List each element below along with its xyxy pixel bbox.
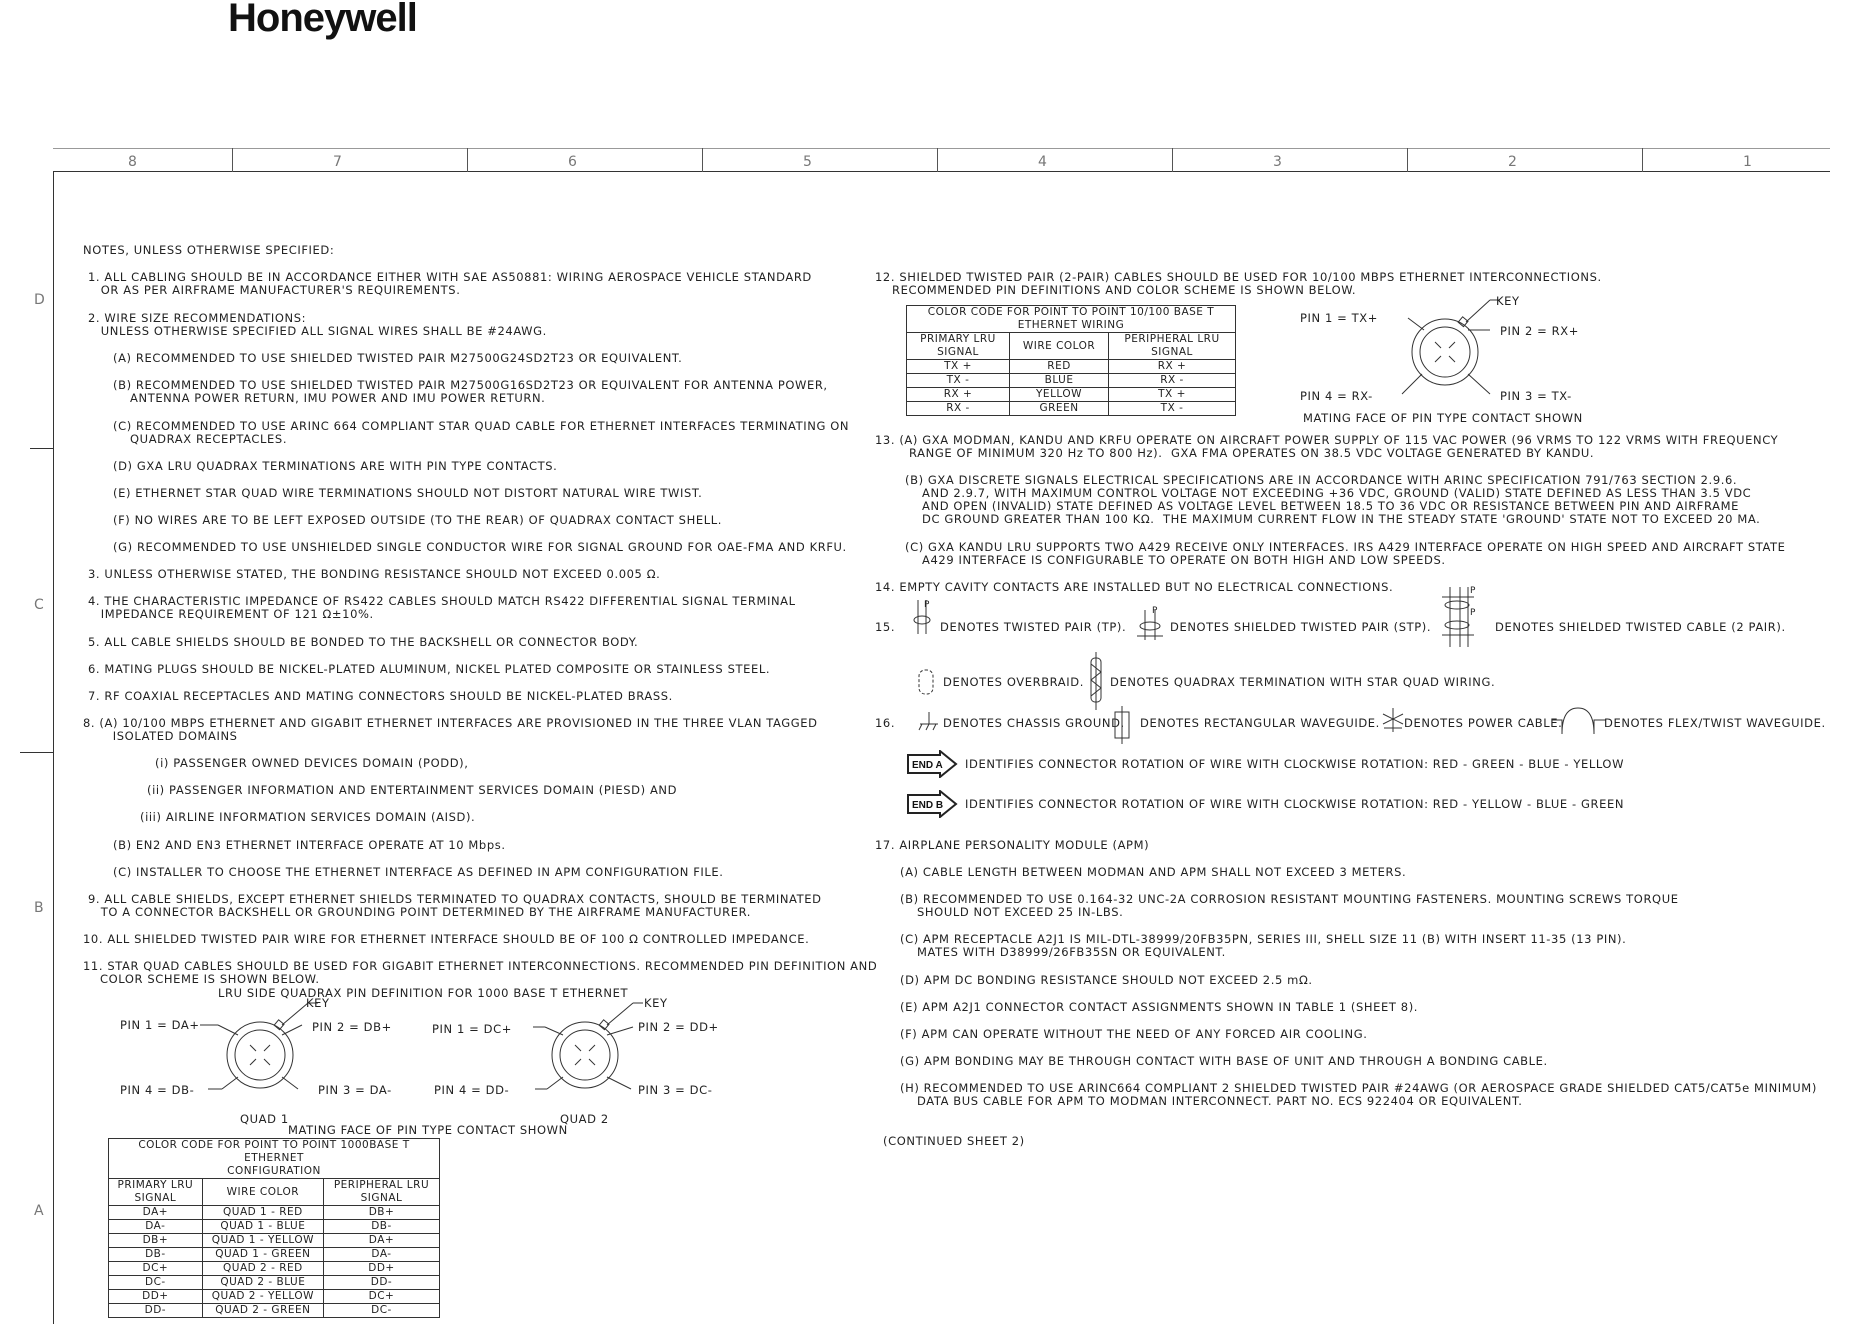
table-cell: RX + (907, 388, 1010, 402)
note-17-line: (B) RECOMMENDED TO USE 0.164-32 UNC-2A CORROSION RESISTANT MOUNTING FASTENERS. MOUNTING SCREWS TORQUE (900, 892, 1679, 906)
table-row (109, 1248, 440, 1262)
table-cell: DD- (109, 1304, 203, 1318)
ethernet-pin3: PIN 3 = TX- (1500, 389, 1572, 403)
twisted-pair-label: P (924, 600, 931, 610)
note-line: ANTENNA POWER RETURN, IMU POWER AND IMU POWER RETURN. (113, 391, 546, 405)
table-cell: DA+ (109, 1206, 203, 1220)
table-cell: QUAD 2 - BLUE (202, 1276, 323, 1290)
note-line: 13. (A) GXA MODMAN, KANDU AND KRFU OPERATE ON AIRCRAFT POWER SUPPLY OF 115 VAC POWER (96 VRMS TO 122 VRMS WITH FREQUENCY (875, 433, 1779, 447)
note-line: (G) RECOMMENDED TO USE UNSHIELDED SINGLE CONDUCTOR WIRE FOR SIGNAL GROUND FOR OAE-FMA AND KRFU. (113, 540, 847, 554)
zone-number: 2 (1508, 154, 1517, 170)
end-b-tag: END B (912, 800, 944, 811)
continued-note: (CONTINUED SHEET 2) (883, 1134, 1025, 1148)
zone-tick (937, 148, 938, 172)
ethernet-10-100-color-code-table (906, 305, 1236, 416)
note-line: (ii) PASSENGER INFORMATION AND ENTERTAINMENT SERVICES DOMAIN (PIESD) AND (147, 783, 678, 797)
rectangular-waveguide-icon (1112, 704, 1132, 746)
frame-left-border (53, 171, 54, 1324)
note-17-line: 17. AIRPLANE PERSONALITY MODULE (APM) (875, 838, 1150, 852)
quad1-pin4: PIN 4 = DB- (120, 1083, 195, 1097)
stc-label-p2: P (1470, 608, 1477, 618)
table-header (109, 1179, 203, 1206)
shielded-twisted-pair-symbol (1135, 608, 1167, 642)
table-cell: GREEN (1010, 402, 1109, 416)
table-title-line: ETHERNET WIRING (1017, 319, 1125, 331)
table-header: WIRE COLOR (1010, 333, 1109, 360)
note-line: 6. MATING PLUGS SHOULD BE NICKEL-PLATED ALUMINUM, NICKEL PLATED COMPOSITE OR STAINLESS STEEL. (88, 662, 771, 676)
table-cell: QUAD 2 - GREEN (202, 1304, 323, 1318)
table-title-line: COLOR CODE FOR POINT TO POINT 10/100 BASE T (927, 306, 1215, 318)
chassis-ground-icon (918, 710, 940, 734)
row-letter: D (34, 292, 45, 308)
note-line: A429 INTERFACE IS CONFIGURABLE TO OPERATE ON BOTH HIGH AND LOW SPEEDS. (905, 553, 1446, 567)
table-row (109, 1304, 440, 1318)
table-cell: DB- (324, 1220, 440, 1234)
header-line: PRIMARY LRU (920, 333, 996, 345)
note-line: (B) GXA DISCRETE SIGNALS ELECTRICAL SPECIFICATIONS ARE IN ACCORDANCE WITH ARINC SPECIFICATION 791/763 SECTION 2.9.6. (905, 473, 1738, 487)
table-row (109, 1262, 440, 1276)
rectangular-waveguide-desc: DENOTES RECTANGULAR WAVEGUIDE. (1140, 716, 1380, 730)
table-cell: YELLOW (1010, 388, 1109, 402)
note-line: ISOLATED DOMAINS (83, 729, 238, 743)
mating-face-caption: MATING FACE OF PIN TYPE CONTACT SHOWN (288, 1123, 568, 1137)
note-line: 7. RF COAXIAL RECEPTACLES AND MATING CONNECTORS SHOULD BE NICKEL-PLATED BRASS. (88, 689, 673, 703)
note-17-line: (D) APM DC BONDING RESISTANCE SHOULD NOT EXCEED 2.5 mΩ. (900, 973, 1313, 987)
table-cell: DD+ (109, 1290, 203, 1304)
power-cable-icon (1380, 706, 1406, 734)
note-line: TO A CONNECTOR BACKSHELL OR GROUNDING POINT DETERMINED BY THE AIRFRAME MANUFACTURER. (88, 905, 752, 919)
notes-header: NOTES, UNLESS OTHERWISE SPECIFIED: (83, 243, 335, 257)
note-line: 4. THE CHARACTERISTIC IMPEDANCE OF RS422 CABLES SHOULD MATCH RS422 DIFFERENTIAL SIGNAL TERMINAL (88, 594, 796, 608)
note-17-line: (E) APM A2J1 CONNECTOR CONTACT ASSIGNMENTS SHOWN IN TABLE 1 (SHEET 8). (900, 1000, 1419, 1014)
note-line: (C) INSTALLER TO CHOOSE THE ETHERNET INTERFACE AS DEFINED IN APM CONFIGURATION FILE. (113, 865, 724, 879)
table-row (907, 374, 1236, 388)
end-a-arrow-icon (906, 750, 958, 778)
table-cell: DC+ (109, 1262, 203, 1276)
note-line: 9. ALL CABLE SHIELDS, EXCEPT ETHERNET SHIELDS TERMINATED TO QUADRAX CONTACTS, SHOULD BE TERMINATED (88, 892, 822, 906)
note-17-line: DATA BUS CABLE FOR APM TO MODMAN INTERCONNECT. PART NO. ECS 922404 OR EQUIVALENT. (900, 1094, 1523, 1108)
row-letter: B (34, 900, 44, 916)
frame-row-mark (30, 448, 53, 449)
note-line: QUADRAX RECEPTACLES. (113, 432, 288, 446)
quadrax-desc: DENOTES QUADRAX TERMINATION WITH STAR QUAD WIRING. (1110, 675, 1496, 689)
ethernet-pin1: PIN 1 = TX+ (1300, 311, 1378, 325)
table-cell: DB+ (324, 1206, 440, 1220)
header-line: PERIPHERAL LRU (1124, 333, 1220, 345)
note-16-number: 16. (875, 716, 896, 730)
note-line: (C) RECOMMENDED TO USE ARINC 664 COMPLIANT STAR QUAD CABLE FOR ETHERNET INTERFACES TERMINATING ON (113, 419, 850, 433)
zone-tick (1172, 148, 1173, 172)
note-line: 11. STAR QUAD CABLES SHOULD BE USED FOR GIGABIT ETHERNET INTERCONNECTIONS. RECOMMENDED PIN DEFINITION AND (83, 959, 878, 973)
zone-number: 6 (568, 154, 577, 170)
quad-pin-title: LRU SIDE QUADRAX PIN DEFINITION FOR 1000 BASE T ETHERNET (218, 986, 629, 1000)
table-cell: DD- (324, 1276, 440, 1290)
frame-zone-line (53, 148, 1830, 149)
note-line: DC GROUND GREATER THAN 100 KΩ. THE MAXIMUM CURRENT FLOW IN THE STEADY STATE 'GROUND' STATE NOT TO EXCEED 20 MA. (905, 512, 1761, 526)
note-line: COLOR SCHEME IS SHOWN BELOW. (83, 972, 320, 986)
table-cell: RX - (907, 402, 1010, 416)
table-row (907, 402, 1236, 416)
quad1-pin1: PIN 1 = DA+ (120, 1018, 200, 1032)
zone-number: 1 (1743, 154, 1752, 170)
table-row (109, 1206, 440, 1220)
zone-number: 3 (1273, 154, 1282, 170)
table-title (109, 1139, 440, 1179)
table-cell: DA- (109, 1220, 203, 1234)
zone-number: 8 (128, 154, 137, 170)
zone-number: 5 (803, 154, 812, 170)
quad1-key-label: KEY (306, 996, 330, 1010)
note-line: 8. (A) 10/100 MBPS ETHERNET AND GIGABIT ETHERNET INTERFACES ARE PROVISIONED IN THE THREE VLAN TAGGED (83, 716, 818, 730)
company-logo: Honeywell (228, 0, 417, 40)
zone-tick (1407, 148, 1408, 172)
note-line: (C) GXA KANDU LRU SUPPORTS TWO A429 RECEIVE ONLY INTERFACES. IRS A429 INTERFACE OPERATE ON HIGH SPEED AND AIRCRAFT STATE (905, 540, 1786, 554)
table-header (324, 1179, 440, 1206)
table-row (907, 360, 1236, 374)
zone-number: 7 (333, 154, 342, 170)
header-line: SIGNAL (937, 346, 979, 358)
quad2-pin3: PIN 3 = DC- (638, 1083, 713, 1097)
note-17-line: MATES WITH D38999/26FB35SN OR EQUIVALENT. (900, 945, 1226, 959)
table-cell: TX + (1109, 388, 1236, 402)
table-cell: DC- (324, 1304, 440, 1318)
zone-tick (1642, 148, 1643, 172)
note-17-line: (H) RECOMMENDED TO USE ARINC664 COMPLIANT 2 SHIELDED TWISTED PAIR #24AWG (OR AEROSPACE GRADE SHIELDED CAT5/CAT5e MINIMUM) (900, 1081, 1817, 1095)
note-line: AND OPEN (INVALID) STATE DEFINED AS VOLTAGE LEVEL BETWEEN 18.5 TO 36 VDC OR RESISTANCE BETWEEN PIN AND AIRFRAME (905, 499, 1739, 513)
quad1-label: QUAD 1 (240, 1112, 289, 1126)
end-b-desc: IDENTIFIES CONNECTOR ROTATION OF WIRE WITH CLOCKWISE ROTATION: RED - YELLOW - BLUE - GREEN (965, 797, 1625, 811)
note-12-line: 12. SHIELDED TWISTED PAIR (2-PAIR) CABLES SHOULD BE USED FOR 10/100 MBPS ETHERNET INTERCONNECTIONS. (875, 270, 1602, 284)
table-title-line: COLOR CODE FOR POINT TO POINT 1000BASE T ETHERNET (138, 1139, 410, 1164)
note-15-number: 15. (875, 620, 896, 634)
zone-number: 4 (1038, 154, 1047, 170)
note-line: (B) EN2 AND EN3 ETHERNET INTERFACE OPERATE AT 10 Mbps. (113, 838, 506, 852)
stc-label-p1: P (1470, 586, 1477, 596)
note-17-line: SHOULD NOT EXCEED 25 IN-LBS. (900, 905, 1124, 919)
table-cell: TX - (907, 374, 1010, 388)
table-cell: TX + (907, 360, 1010, 374)
note-line: 3. UNLESS OTHERWISE STATED, THE BONDING RESISTANCE SHOULD NOT EXCEED 0.005 Ω. (88, 567, 661, 581)
zone-tick (232, 148, 233, 172)
note-17-line: (C) APM RECEPTACLE A2J1 IS MIL-DTL-38999/20FB35PN, SERIES III, SHELL SIZE 11 (B) WITH INSERT 11-35 (13 PIN). (900, 932, 1627, 946)
table-title (907, 306, 1236, 333)
row-letter: A (34, 1203, 44, 1219)
flex-waveguide-desc: DENOTES FLEX/TWIST WAVEGUIDE. (1604, 716, 1826, 730)
table-cell: RED (1010, 360, 1109, 374)
row-letter: C (34, 597, 44, 613)
table-cell: QUAD 1 - GREEN (202, 1248, 323, 1262)
table-row (109, 1234, 440, 1248)
table-cell: DB+ (109, 1234, 203, 1248)
quad1-pin3: PIN 3 = DA- (318, 1083, 392, 1097)
table-row (907, 388, 1236, 402)
ethernet-pin2: PIN 2 = RX+ (1500, 324, 1579, 338)
chassis-ground-desc: DENOTES CHASSIS GROUND. (943, 716, 1125, 730)
table-cell: DC- (109, 1276, 203, 1290)
table-cell: RX - (1109, 374, 1236, 388)
table-row (109, 1290, 440, 1304)
table-title-line: CONFIGURATION (227, 1165, 321, 1177)
gigabit-color-code-table (108, 1138, 440, 1318)
table-cell: QUAD 1 - YELLOW (202, 1234, 323, 1248)
note-17-line: (A) CABLE LENGTH BETWEEN MODMAN AND APM SHALL NOT EXCEED 3 METERS. (900, 865, 1407, 879)
stp-label: P (1152, 606, 1159, 616)
quad2-connector-diagram (505, 995, 705, 1125)
table-cell: DA+ (324, 1234, 440, 1248)
table-cell: TX - (1109, 402, 1236, 416)
table-cell: QUAD 2 - RED (202, 1262, 323, 1276)
overbraid-symbol (915, 668, 939, 698)
header-line: SIGNAL (360, 1192, 403, 1204)
note-line: RANGE OF MINIMUM 320 Hz TO 800 Hz). GXA FMA OPERATES ON 38.5 VDC VOLTAGE GENERATED BY KANDU. (875, 446, 1595, 460)
table-cell: DC+ (324, 1290, 440, 1304)
end-a-tag: END A (912, 760, 943, 771)
quad2-pin1: PIN 1 = DC+ (432, 1022, 512, 1036)
note-17-line: (F) APM CAN OPERATE WITHOUT THE NEED OF ANY FORCED AIR COOLING. (900, 1027, 1368, 1041)
table-cell: QUAD 1 - BLUE (202, 1220, 323, 1234)
table-header: WIRE COLOR (202, 1179, 323, 1206)
note-line: IMPEDANCE REQUIREMENT OF 121 Ω±10%. (88, 607, 374, 621)
table-cell: DA- (324, 1248, 440, 1262)
note-line: 5. ALL CABLE SHIELDS SHOULD BE BONDED TO THE BACKSHELL OR CONNECTOR BODY. (88, 635, 639, 649)
table-cell: QUAD 1 - RED (202, 1206, 323, 1220)
zone-tick (702, 148, 703, 172)
note-12-line: RECOMMENDED PIN DEFINITIONS AND COLOR SCHEME IS SHOWN BELOW. (875, 283, 1357, 297)
header-line: PERIPHERAL LRU (333, 1179, 430, 1191)
shielded-twisted-cable-desc: DENOTES SHIELDED TWISTED CABLE (2 PAIR). (1495, 620, 1786, 634)
note-line: (A) RECOMMENDED TO USE SHIELDED TWISTED PAIR M27500G24SD2T23 OR EQUIVALENT. (113, 351, 683, 365)
note-line: 14. EMPTY CAVITY CONTACTS ARE INSTALLED BUT NO ELECTRICAL CONNECTIONS. (875, 580, 1394, 594)
note-line: AND 2.9.7, WITH MAXIMUM CONTROL VOLTAGE NOT EXCEEDING +36 VDC, GROUND (VALID) STATE DEFINED AS LESS THAN 3.5 VDC (905, 486, 1752, 500)
note-line: OR AS PER AIRFRAME MANUFACTURER'S REQUIREMENTS. (88, 283, 461, 297)
note-line: 1. ALL CABLING SHOULD BE IN ACCORDANCE EITHER WITH SAE AS50881: WIRING AEROSPACE VEHICLE STANDARD (88, 270, 812, 284)
table-cell: DD+ (324, 1262, 440, 1276)
note-line: (F) NO WIRES ARE TO BE LEFT EXPOSED OUTSIDE (TO THE REAR) OF QUADRAX CONTACT SHELL. (113, 513, 722, 527)
overbraid-desc: DENOTES OVERBRAID. (943, 675, 1084, 689)
table-cell: RX + (1109, 360, 1236, 374)
table-row (109, 1220, 440, 1234)
ethernet-mating-caption: MATING FACE OF PIN TYPE CONTACT SHOWN (1303, 411, 1583, 425)
note-17-line: (G) APM BONDING MAY BE THROUGH CONTACT WITH BASE OF UNIT AND THROUGH A BONDING CABLE. (900, 1054, 1548, 1068)
power-cable-desc: DENOTES POWER CABLE. (1404, 716, 1563, 730)
table-cell: BLUE (1010, 374, 1109, 388)
quad2-pin2: PIN 2 = DD+ (638, 1020, 719, 1034)
note-line: 10. ALL SHIELDED TWISTED PAIR WIRE FOR ETHERNET INTERFACE SHOULD BE OF 100 Ω CONTROLLED IMPEDANCE. (83, 932, 810, 946)
note-line: (E) ETHERNET STAR QUAD WIRE TERMINATIONS SHOULD NOT DISTORT NATURAL WIRE TWIST. (113, 486, 703, 500)
note-line: (D) GXA LRU QUADRAX TERMINATIONS ARE WITH PIN TYPE CONTACTS. (113, 459, 558, 473)
twisted-pair-symbol (908, 598, 938, 638)
frame-row-mark (20, 752, 53, 753)
note-line: (B) RECOMMENDED TO USE SHIELDED TWISTED PAIR M27500G16SD2T23 OR EQUIVALENT FOR ANTENNA POWER, (113, 378, 828, 392)
table-header (907, 333, 1010, 360)
quadrax-symbol (1086, 650, 1106, 712)
ethernet-key-label: KEY (1496, 294, 1520, 308)
shielded-twisted-pair-desc: DENOTES SHIELDED TWISTED PAIR (STP). (1170, 620, 1432, 634)
note-line: (iii) AIRLINE INFORMATION SERVICES DOMAIN (AISD). (140, 810, 476, 824)
twisted-pair-desc: DENOTES TWISTED PAIR (TP). (940, 620, 1127, 634)
quad1-pin2: PIN 2 = DB+ (312, 1020, 392, 1034)
ethernet-pin4: PIN 4 = RX- (1300, 389, 1373, 403)
note-line: 2. WIRE SIZE RECOMMENDATIONS: (88, 311, 307, 325)
end-b-arrow-icon (906, 790, 958, 818)
table-header (1109, 333, 1236, 360)
table-cell: DB- (109, 1248, 203, 1262)
quad2-label: QUAD 2 (560, 1112, 609, 1126)
frame-top-border (53, 171, 1830, 172)
quad2-pin4: PIN 4 = DD- (434, 1083, 510, 1097)
header-line: PRIMARY LRU (117, 1179, 194, 1191)
header-line: SIGNAL (134, 1192, 177, 1204)
header-line: SIGNAL (1151, 346, 1193, 358)
note-line: UNLESS OTHERWISE SPECIFIED ALL SIGNAL WIRES SHALL BE #24AWG. (88, 324, 547, 338)
quad1-connector-diagram (180, 995, 380, 1125)
flex-waveguide-icon (1550, 704, 1610, 744)
table-row (109, 1276, 440, 1290)
quad2-key-label: KEY (644, 996, 668, 1010)
end-a-desc: IDENTIFIES CONNECTOR ROTATION OF WIRE WITH CLOCKWISE ROTATION: RED - GREEN - BLUE - YELLOW (965, 757, 1625, 771)
zone-tick (467, 148, 468, 172)
table-cell: QUAD 2 - YELLOW (202, 1290, 323, 1304)
note-line: (i) PASSENGER OWNED DEVICES DOMAIN (PODD), (155, 756, 469, 770)
